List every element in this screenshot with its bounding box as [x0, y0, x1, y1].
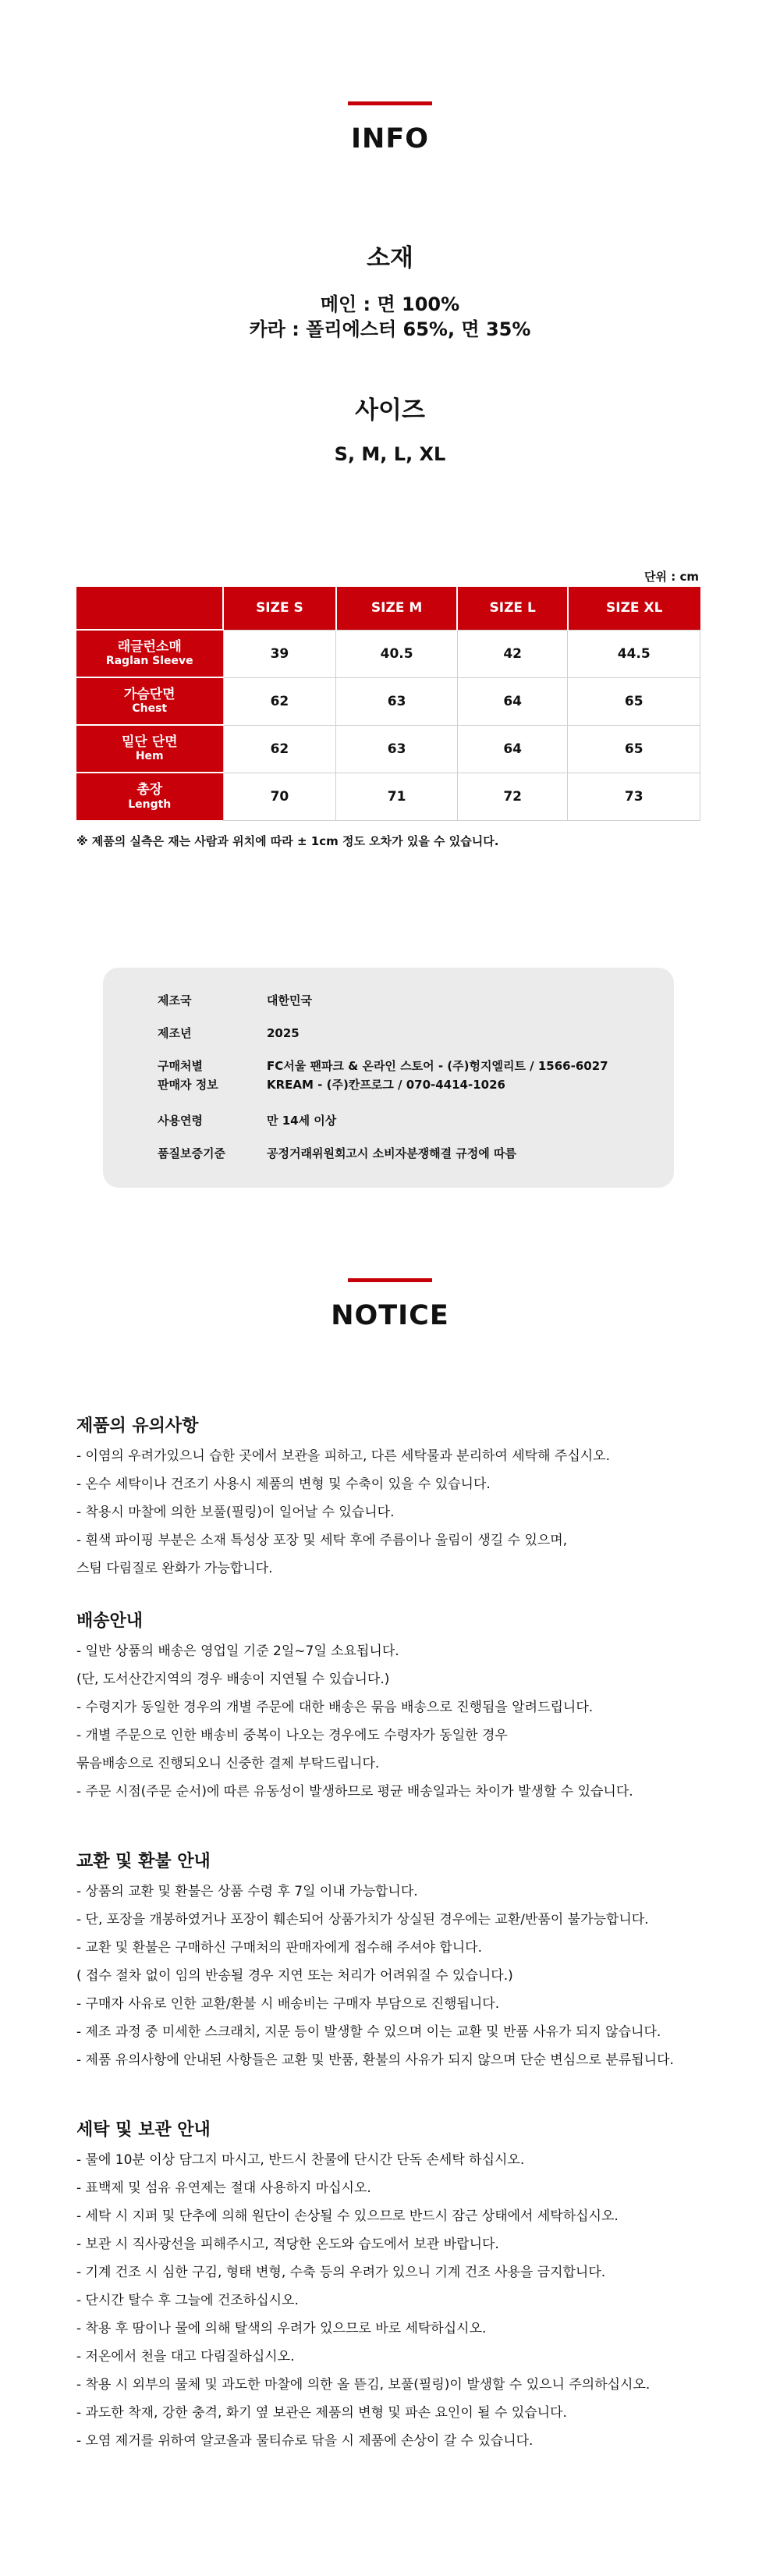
row-label-en: Length	[128, 798, 172, 811]
table-cell: 72	[457, 773, 568, 820]
list-item: - 일반 상품의 배송은 영업일 기준 2일~7일 소요됩니다.	[76, 1643, 399, 1659]
size-title: 사이즈	[355, 396, 425, 425]
table-cell: 63	[336, 677, 458, 725]
info-value: 만 14세 이상	[267, 1114, 337, 1128]
list-item: - 흰색 파이핑 부분은 소재 특성상 포장 및 세탁 후에 주름이나 울림이 생길 수 있으며,	[76, 1533, 568, 1548]
list-item: - 저온에서 천을 대고 다림질하십시오.	[76, 2349, 295, 2365]
list-item: - 온수 세탁이나 건조기 사용시 제품의 변형 및 수축이 있을 수 있습니다.	[76, 1476, 491, 1492]
list-item: - 보관 시 직사광선을 피해주시고, 적당한 온도와 습도에서 보관 바랍니다.	[76, 2237, 499, 2252]
table-cell: 62	[223, 677, 336, 725]
table-cell: 73	[568, 773, 700, 820]
size-table-header-row	[76, 587, 700, 630]
list-item: (단, 도서산간지역의 경우 배송이 지연될 수 있습니다.)	[76, 1672, 390, 1687]
list-item: - 표백제 및 섬유 유연제는 절대 사용하지 마십시오.	[76, 2180, 371, 2196]
table-cell: 63	[336, 725, 458, 773]
list-item: - 착용 후 땀이나 물에 의해 탈색의 우려가 있으므로 바로 세탁하십시오.	[76, 2321, 487, 2336]
list-item: - 구매자 사유로 인한 교환/환불 시 배송비는 구매자 부담으로 진행됩니다.	[76, 1996, 500, 2012]
list-item: - 단, 포장을 개봉하였거나 포장이 훼손되어 상품가치가 상실된 경우에는 교환/반품이 불가능합니다.	[76, 1912, 649, 1928]
row-label-length	[76, 773, 223, 820]
row-label-chest	[76, 677, 223, 725]
size-table-corner	[76, 587, 223, 630]
row-label-en: Raglan Sleeve	[105, 655, 193, 668]
list-item: - 단시간 탈수 후 그늘에 건조하십시오.	[76, 2293, 299, 2308]
list-item: - 주문 시점(주문 순서)에 따른 유동성이 발생하므로 평균 배송일과는 차이가 발생할 수 있습니다.	[76, 1784, 633, 1800]
table-cell: 65	[568, 725, 700, 773]
product-info-box	[103, 968, 674, 1188]
list-item: - 제조 과정 중 미세한 스크래치, 지문 등이 발생할 수 있으며 이는 교환 및 반품 사유가 되지 않습니다.	[76, 2024, 661, 2040]
notice-heading-bar	[348, 1278, 432, 1282]
info-label: 제조국	[158, 993, 192, 1007]
table-cell: 64	[457, 677, 568, 725]
info-label: 구매처별	[158, 1059, 203, 1073]
notice-list-caution	[76, 1442, 610, 1583]
notice-section-title-shipping: 배송안내	[76, 1611, 144, 1631]
list-item: - 상품의 교환 및 환불은 상품 수령 후 7일 이내 가능합니다.	[76, 1884, 418, 1899]
row-label-ko: 밑단 단면	[121, 734, 178, 750]
table-cell: 44.5	[568, 630, 700, 677]
table-row	[76, 725, 700, 773]
notice-section-title-caution: 제품의 유의사항	[76, 1416, 199, 1436]
list-item: - 수령지가 동일한 경우의 개별 주문에 대한 배송은 묶음 배송으로 진행됨을 알려드립니다.	[76, 1700, 594, 1715]
list-item: - 오염 제거를 위하여 알코올과 물티슈로 닦을 시 제품에 손상이 갈 수 있습니다.	[76, 2433, 534, 2449]
table-row	[76, 630, 700, 677]
notice-section-title-refund: 교환 및 환불 안내	[76, 1852, 211, 1871]
size-table	[76, 587, 700, 821]
list-item: - 과도한 착재, 강한 충격, 화기 옆 보관은 제품의 변형 및 파손 요인이 될 수 있습니다.	[76, 2405, 567, 2421]
size-measurement-note: ※ 제품의 실측은 재는 사람과 위치에 따라 ± 1cm 정도 오차가 있을 수 있습니다.	[76, 834, 499, 848]
row-label-ko: 가슴단면	[123, 686, 176, 702]
table-cell: 65	[568, 677, 700, 725]
list-item: - 교환 및 환불은 구매하신 구매처의 판매자에게 접수해 주셔야 합니다.	[76, 1940, 482, 1956]
table-row	[76, 773, 700, 820]
material-title: 소재	[367, 244, 413, 272]
row-label-raglan-sleeve	[76, 630, 223, 677]
info-value: 2025	[267, 1026, 300, 1040]
size-unit-label: 단위 : cm	[644, 570, 699, 584]
row-label-en: Hem	[135, 750, 164, 763]
list-item: - 이염의 우려가있으니 습한 곳에서 보관을 피하고, 다른 세탁물과 분리하여 세탁해 주십시오.	[76, 1448, 610, 1464]
info-value: KREAM - (주)칸프로그 / 070-4414-1026	[267, 1078, 505, 1092]
row-label-ko: 래글런소매	[117, 638, 182, 655]
info-label: 제조년	[158, 1026, 192, 1040]
list-item: - 착용 시 외부의 물체 및 과도한 마찰에 의한 올 뜯김, 보풀(필링)이 발생할 수 있으니 주의하십시오.	[76, 2377, 651, 2393]
size-col-m: SIZE M	[336, 587, 458, 630]
row-label-ko: 총장	[136, 782, 163, 798]
list-item: - 착용시 마찰에 의한 보풀(필링)이 일어날 수 있습니다.	[76, 1505, 395, 1520]
list-item: 스팀 다림질로 완화가 가능합니다.	[76, 1561, 273, 1576]
info-value: 대한민국	[267, 993, 312, 1007]
list-item: - 제품 유의사항에 안내된 사항들은 교환 및 반품, 환불의 사유가 되지 않으며 단순 변심으로 분류됩니다.	[76, 2052, 674, 2068]
table-cell: 40.5	[336, 630, 458, 677]
notice-list-washing	[76, 2146, 650, 2455]
info-label: 품질보증기준	[158, 1146, 225, 1160]
notice-list-refund	[76, 1878, 674, 2074]
material-collar: 카라 : 폴리에스터 65%, 면 35%	[249, 318, 531, 340]
notice-section-title-washing: 세탁 및 보관 안내	[76, 2120, 211, 2140]
info-heading-bar	[348, 101, 432, 105]
info-value: FC서울 팬파크 & 온라인 스토어 - (주)헝지엘리트 / 1566-6027	[267, 1059, 608, 1073]
table-cell: 64	[457, 725, 568, 773]
list-item: - 물에 10분 이상 담그지 마시고, 반드시 찬물에 단시간 단독 손세탁 하십시오.	[76, 2152, 525, 2168]
table-cell: 62	[223, 725, 336, 773]
row-label-hem	[76, 725, 223, 773]
info-label: 판매자 정보	[158, 1078, 218, 1092]
table-cell: 39	[223, 630, 336, 677]
notice-heading: NOTICE	[331, 1300, 449, 1331]
info-value: 공정거래위원회고시 소비자분쟁해결 규정에 따름	[267, 1146, 516, 1160]
material-main: 메인 : 면 100%	[320, 293, 460, 315]
size-col-s: SIZE S	[223, 587, 336, 630]
info-label: 사용연령	[158, 1114, 203, 1128]
row-label-en: Chest	[132, 702, 168, 716]
notice-list-shipping	[76, 1637, 633, 1806]
list-item: - 세탁 시 지퍼 및 단추에 의해 원단이 손상될 수 있으므로 반드시 잠근 상태에서 세탁하십시오.	[76, 2208, 619, 2224]
size-values: S, M, L, XL	[334, 443, 446, 465]
list-item: - 기계 건조 시 심한 구김, 형태 변형, 수축 등의 우려가 있으니 기계 건조 사용을 금지합니다.	[76, 2265, 606, 2280]
table-cell: 42	[457, 630, 568, 677]
info-heading: INFO	[351, 123, 429, 155]
table-row	[76, 677, 700, 725]
size-col-l: SIZE L	[457, 587, 568, 630]
table-cell: 71	[336, 773, 458, 820]
list-item: 묶음배송으로 진행되오니 신중한 결제 부탁드립니다.	[76, 1756, 380, 1771]
size-col-xl: SIZE XL	[568, 587, 700, 630]
table-cell: 70	[223, 773, 336, 820]
list-item: - 개별 주문으로 인한 배송비 중복이 나오는 경우에도 수령자가 동일한 경우	[76, 1728, 508, 1743]
list-item: ( 접수 절차 없이 임의 반송될 경우 지연 또는 처리가 어려워질 수 있습니다.)	[76, 1968, 513, 1984]
